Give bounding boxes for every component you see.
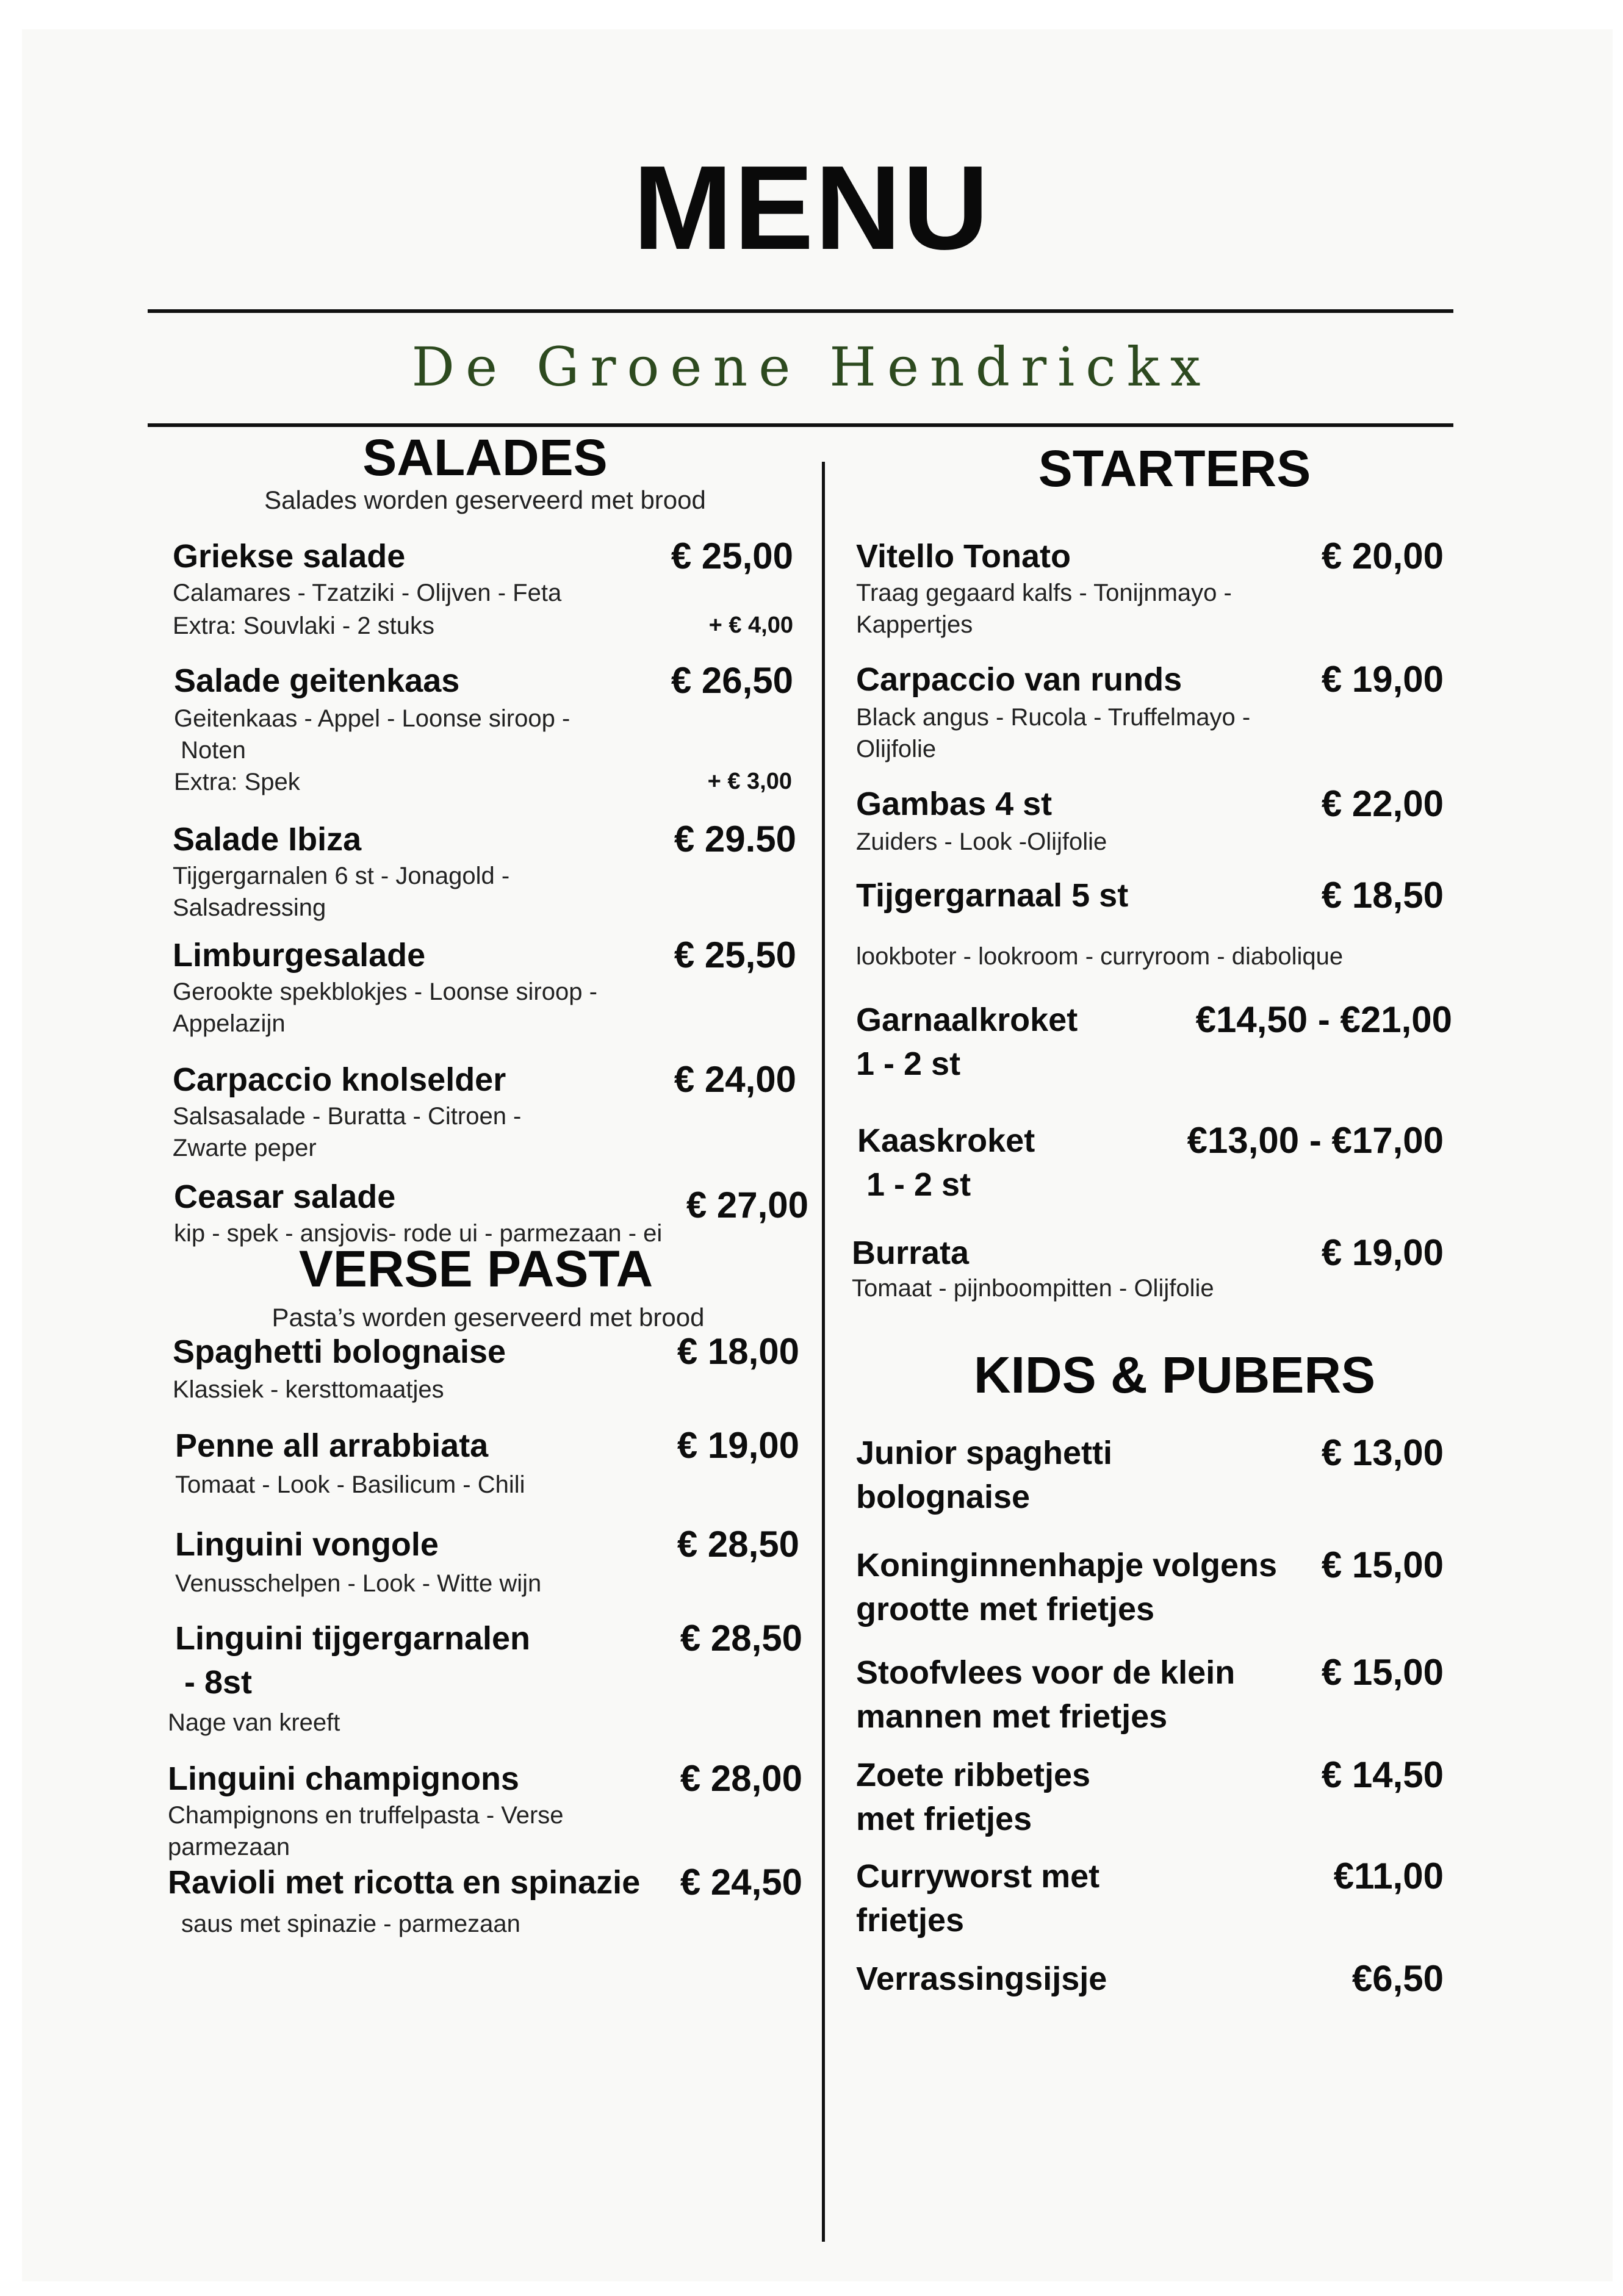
menu-item-name: Gambas 4 st xyxy=(856,786,1053,822)
menu-item-price: € 18,00 xyxy=(677,1331,799,1372)
menu-item-name-line2: mannen met frietjes xyxy=(856,1698,1168,1735)
menu-item-price: €11,00 xyxy=(1333,1856,1444,1896)
menu-item-description: Olijfolie xyxy=(856,736,937,762)
menu-item-description: Zuiders - Look -Olijfolie xyxy=(856,828,1107,855)
menu-item-extra-price: + € 4,00 xyxy=(708,612,793,638)
section-title-starters: STARTERS xyxy=(1038,440,1311,497)
menu-item-name: Salade geitenkaas xyxy=(174,662,460,699)
menu-item-name: Curryworst met xyxy=(856,1858,1100,1895)
menu-item-description: parmezaan xyxy=(168,1834,290,1860)
menu-item-price: € 20,00 xyxy=(1321,536,1444,576)
menu-item-name: Spaghetti bolognaise xyxy=(173,1333,506,1370)
menu-item-description: saus met spinazie - parmezaan xyxy=(181,1910,520,1937)
menu-item-price: € 14,50 xyxy=(1321,1754,1444,1795)
menu-item-description: Geitenkaas - Appel - Loonse siroop - xyxy=(174,705,570,732)
menu-item-price: €14,50 - €21,00 xyxy=(1195,999,1452,1040)
menu-item-name: Garnaalkroket xyxy=(856,1002,1078,1038)
menu-item-price: € 29.50 xyxy=(674,819,796,859)
menu-item-price: € 25,00 xyxy=(671,536,793,576)
section-title-pasta: VERSE PASTA xyxy=(298,1240,653,1297)
menu-item-description: Zwarte peper xyxy=(173,1135,317,1161)
menu-item-price: €6,50 xyxy=(1351,1958,1444,1999)
menu-item-description: Venusschelpen - Look - Witte wijn xyxy=(175,1570,542,1597)
menu-item-description: lookboter - lookroom - curryroom - diabolique xyxy=(856,943,1344,970)
menu-item-extra-price: + € 3,00 xyxy=(707,769,792,794)
menu-item-price: € 19,00 xyxy=(1321,659,1444,700)
menu-item-description: Appelazijn xyxy=(173,1010,286,1037)
menu-item-name-line2: 1 - 2 st xyxy=(856,1046,961,1082)
menu-item-price: € 22,00 xyxy=(1321,783,1444,824)
menu-item-name: Stoofvlees voor de klein xyxy=(856,1654,1236,1691)
header-divider xyxy=(148,423,1453,427)
menu-item-price: €13,00 - €17,00 xyxy=(1187,1120,1444,1161)
menu-item-price: € 26,50 xyxy=(671,660,793,701)
menu-item-price: € 13,00 xyxy=(1321,1432,1444,1473)
menu-item-price: € 18,50 xyxy=(1321,875,1444,916)
menu-title: MENU xyxy=(633,141,990,274)
menu-item-name: Carpaccio knolselder xyxy=(173,1061,506,1098)
section-note-salades: Salades worden geserveerd met brood xyxy=(264,486,706,514)
menu-item-description: Gerookte spekblokjes - Loonse siroop - xyxy=(173,978,597,1005)
menu-item-name-line2: 1 - 2 st xyxy=(857,1166,971,1203)
menu-item-name: Ceasar salade xyxy=(174,1178,396,1215)
menu-item-price: € 27,00 xyxy=(686,1185,808,1225)
menu-item-name: Penne all arrabbiata xyxy=(175,1427,489,1464)
menu-item-name: Verrassingsijsje xyxy=(856,1961,1107,1997)
menu-item-name: Salade Ibiza xyxy=(173,821,362,858)
section-title-salades: SALADES xyxy=(362,429,608,486)
menu-item-price: € 24,50 xyxy=(680,1862,802,1903)
menu-item-extra: Extra: Souvlaki - 2 stuks xyxy=(173,612,435,639)
menu-item-name: Junior spaghetti xyxy=(856,1435,1113,1471)
menu-item-name-line2: frietjes xyxy=(856,1902,965,1939)
restaurant-name: De Groene Hendrickx xyxy=(411,335,1212,398)
section-note-pasta: Pasta’s worden geserveerd met brood xyxy=(272,1303,705,1332)
menu-item-price: € 25,50 xyxy=(674,935,796,975)
menu-item-name: Tijgergarnaal 5 st xyxy=(856,877,1129,914)
menu-item-price: € 19,00 xyxy=(1321,1232,1444,1273)
menu-item-name-line2: grootte met frietjes xyxy=(856,1591,1155,1627)
menu-item-name-line2: - 8st xyxy=(175,1664,253,1701)
menu-item-description: Salsasalade - Buratta - Citroen - xyxy=(173,1103,522,1130)
menu-item-name: Kaaskroket xyxy=(857,1122,1035,1159)
menu-item-description: Kappertjes xyxy=(856,611,973,638)
menu-item-name: Burrata xyxy=(852,1235,970,1271)
menu-item-description: Champignons en truffelpasta - Verse xyxy=(168,1802,564,1829)
menu-item-price: € 19,00 xyxy=(677,1425,799,1466)
menu-item-name: Linguini champignons xyxy=(168,1760,519,1797)
menu-item-name: Griekse salade xyxy=(173,538,406,575)
menu-item-name: Linguini vongole xyxy=(175,1526,439,1563)
menu-item-description: Tomaat - Look - Basilicum - Chili xyxy=(175,1471,525,1498)
menu-item-description: Klassiek - kersttomaatjes xyxy=(173,1376,444,1403)
menu-item-description: Noten xyxy=(174,737,246,764)
menu-item-price: € 28,50 xyxy=(677,1524,799,1565)
menu-item-price: € 15,00 xyxy=(1321,1544,1444,1585)
menu-item-price: € 28,00 xyxy=(680,1758,802,1799)
menu-item-description: Calamares - Tzatziki - Olijven - Feta xyxy=(173,579,562,606)
menu-item-name: Linguini tijgergarnalen xyxy=(175,1620,531,1657)
menu-item-name: Carpaccio van runds xyxy=(856,661,1182,698)
menu-item-price: € 28,50 xyxy=(680,1618,802,1659)
menu-item-price: € 15,00 xyxy=(1321,1652,1444,1693)
menu-item-description: Nage van kreeft xyxy=(168,1709,340,1736)
menu-item-name: Koninginnenhapje volgens xyxy=(856,1547,1278,1584)
menu-item-price: € 24,00 xyxy=(674,1059,796,1100)
top-divider xyxy=(148,309,1453,313)
menu-item-name-line2: bolognaise xyxy=(856,1479,1031,1515)
menu-item-name-line2: met frietjes xyxy=(856,1801,1032,1837)
menu-item-name: Ravioli met ricotta en spinazie xyxy=(168,1864,641,1901)
menu-item-name: Vitello Tonato xyxy=(856,538,1071,575)
menu-item-description: Traag gegaard kalfs - Tonijnmayo - xyxy=(856,579,1232,606)
menu-item-name: Limburgesalade xyxy=(173,937,426,974)
column-divider xyxy=(822,462,825,2242)
menu-item-extra: Extra: Spek xyxy=(174,769,300,795)
menu-item-name: Zoete ribbetjes xyxy=(856,1757,1091,1793)
menu-item-description: Tomaat - pijnboompitten - Olijfolie xyxy=(852,1275,1214,1302)
section-title-kids: KIDS & PUBERS xyxy=(973,1346,1376,1404)
menu-item-description: Tijgergarnalen 6 st - Jonagold - xyxy=(173,863,510,889)
menu-item-description: Salsadressing xyxy=(173,894,326,921)
menu-item-description: kip - spek - ansjovis- rode ui - parmezaan - ei xyxy=(174,1220,663,1247)
menu-item-description: Black angus - Rucola - Truffelmayo - xyxy=(856,704,1251,731)
